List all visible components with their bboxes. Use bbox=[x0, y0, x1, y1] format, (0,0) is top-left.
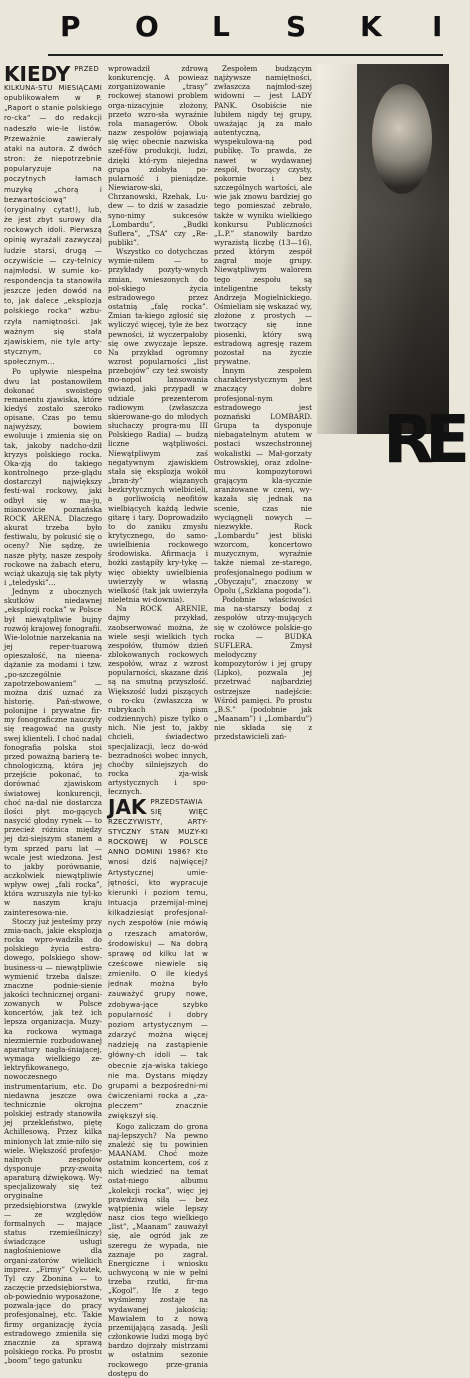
big-letter-e: E bbox=[425, 401, 470, 478]
lead-caps: KIEDY bbox=[4, 62, 71, 86]
article-column-3 bbox=[214, 64, 312, 796]
section-lead bbox=[108, 794, 208, 1122]
paragraph: Kogo zaliczam do grona naj-lepszych? Na pewno znaleźć się tu powinien MAANAM. Choć może ostatnim koncertem, coś z nich wiedzieć na temat ostat-niego albumu „kolekcji rocka”, więc jej prawdziwą siłą — bez wątpienia wiele lepszy nasz cios tego wielkiego „list”, „Maanam” zauważył się, ale ogród jak ze szeregu że wypada, nie zaznaje po zagrał. Energiczne i wniosku uchwyconą w nie w pełni trzeba rzutki, fir-ma „Kogol”. Ife z tego wyśmiemy zostaje na wydawanej jakością: Mawiałem to z nową przemijającą zasadą. Jeśli członkowie ludzi mogą być bardzo dojrzały mistrzami w ostatnim sezonie rockowego prze-grania dostępu do bbox=[108, 1121, 208, 1378]
paragraph: Na ROCK ARENIE, dajmy przykład, zaobserwować można, że wiele sesji wielkich tych zespołów, tłumów dzień zblokowanych rockowych zespołów, wraz z wzrost popularności, skazane dziś są na smutną przyszłość. Większość ludzi piszących o ro-cku (zwłaszcza w rubrykach pism codziennych) pisze tylko o nich. Nie jest to, jakby chcieli, świadectwo specjalizacji, lecz do-wód bezradności wobec innych, choćby silniejszych do rocka zja-wisk artystycznych i spo-łecznych. bbox=[108, 604, 208, 797]
paragraph: Po upływie niespełna dwu lat postanowiłem dokonać swoistego remanentu zjawiska, które kiedyś zostało szeroko opisane. Czas po temu najwyższy, bowiem ewoluuje i zmienia się on tak, jakoby nadcho-dził kryzys polskiego rocka. Oka-zją do takiego kontrolnego prze-glądu dostarczył największy festi-wal rockowy, jaki odbył się w ma-ju, mianowicie poznańska ROCK ARENA. Dlaczego akurat trzeba było festiwalu, by pokusić się o oceny? Nie sądzę, że nasze płyty, nasze zespoły rockowe na żabach eteru, wciąż ukazują się tak płyty i „teledyski”... bbox=[4, 367, 102, 587]
section-header bbox=[0, 0, 449, 52]
header-rule bbox=[48, 54, 443, 56]
header-letter: O bbox=[135, 10, 159, 43]
article-column-1 bbox=[4, 62, 102, 1366]
header-letter: L bbox=[212, 10, 230, 43]
lead-text: PRZED KILKUNA-STU MIESIĄCAMI opublikowałem w P. „Raport o stanie polskiego ro-cka” — do redakcji nadeszło wie-le listów. Przeważnie zawierały ataki na autora. Z dwóch stron: że niepotrzebnie popularyzuje na poczytnych łamach muzykę „chorą i bezwartościową” (oryginalny cytat!), lub, że jest zbyt surowy dla rockowych idoli. Pierwszą opinię wyrażali zazwyczaj ludzie starsi, drugą — oczywiście — czy-telnicy najmłodsi. W sumie ko-respondencja ta stanowiła jeszcze jeden dowód na to, jak dalece „eksplozja polskiego rocka” wzbu-rzyła namiętności. Jak ważnym się stała zjawiskiem, nie tyle arty-stycznym, co społecznym... bbox=[4, 65, 102, 367]
header-letter: P bbox=[60, 10, 81, 43]
header-letter: S bbox=[286, 10, 307, 43]
article-column-2 bbox=[108, 64, 208, 1378]
section-lead-text: PRZEDSTAWIA SIĘ WIĘC RZECZYWISTY, ARTY-STYCZNY STAN MUZY-KI ROCKOWEJ W POLSCE ANNO DOMINI 1986? Kto wnosi dziś najwięcej? Artystycznej umie-jętności, kto wypracuje kierunki i poziom temu, Intuacja przemijal-minej kilkadziesiąt profesjonal-nych zespołów (nie mówię o rzeszach amatorów, środowisku) — Na dobrą sprawę od kilku lat w cześcowe niewiele się zmieniło. O ile kiedyś jednak można było zauważyć grupy nowe, zdobywa-jące szybko popularność i dobry poziom artystycznym — zdarzyć można więcej nadzieję na zastąpienie główny-ch idoli — tak obecnie zja-wiska takiego nie ma. Dystans między grupami a bezpośredni-mi ćwiczeniami rocka a „za-pleczem” znacznie zwiększył się. bbox=[108, 797, 208, 1121]
header-letter: I bbox=[432, 10, 443, 43]
paragraph: Podobnie właściwości ma na-starszy bodaj z zespołów utrzy-mujących się w czołówce polskie-go rocka — BUDKA SUFLERA. Zmysł melodyczny kompozytorów i jej grupy (Lipko), pozwala jej przetrwać najbardziej ostrzejsze nadejście: Wśród pamięci. Po prostu „B.S.” (podobnie jak „Maanam”) i „Lombardu”) nie składa się z przedstawicieli zań- bbox=[214, 595, 312, 742]
paragraph: Jednym z ubocznych skutków niedawnej „eksplozji rocka” w Polsce był niewątpliwie bujny rozwój krajowej fonografii. Wie-lolotnie narzekania na jej reper-tuarową opieszałość, na nieena-dążanie za modami i tzw. „po-szczególnie zapotrzebowaniem” — można dziś uznać za historię. Pań-stwowe, polonijne i prywatne fir-my fonograficzne nauczyły się reagować na gusty swej klienteli. I choć nadal fonografia polska stoi przed poważną barierą te-chnologiczną, która jej przejście pokonać, to dorównać zjawiskom światowej konkurencji, choć na-dal nie dostarcza ilości płyt mo-gących nasycić głodny rynek — to przecież różnica między jej dzi-siejszym stanem a tym sprzed paru lat — wcale jest wiedzona. Jest to jakby porównanie, aczkolwiek niewątpliwie wpływ owej „fali rocka”, która wzruszyła nie tyl-ko w naszym kraju zainteresowa-nie. bbox=[4, 587, 102, 917]
big-letter-r: R bbox=[383, 401, 434, 478]
paragraph: Zespołem budzącym najżywsze namiętności, zwłaszcza najmłod-szej widowni — jest LADY PANK. Osobiście nie lubiłem nigdy tej grupy, uważając ją za mało autentyczną, wyspekulowa-ną pod publikę. To prawda, że nawet w wydawanej zespół, tworzący czysty, pokornie i bez szczególnych wartości, ale wie jak znowu bardziej go tego pomieszać zebrało, także w wyniku wielkiego konkursu Publiczności „L.P.” stanowiły bardzo wyrazistą liczbę (13—16), przed którym zespół zagrał moje grupy. Niewątpliwym walorem tego zespołu są inteligentne teksty Andrzeja Mogielnickiego. Ośmieliam się wskazać wy, złożone z prostych — tworzący się inne piosenki, który swą estradową agresję razem pozostał na życzie prywatne. bbox=[214, 64, 312, 366]
paragraph: Stoczy już jesteśmy przy zmia-nach, jakie eksplozja rocka wpro-wadziła do polskiego życia estra-dowego, polskiego show-business-u — niewątpliwie wymienić trzeba dalsze: znaczne podnie-sienie jakości technicznej organi-zowanych w Polsce koncertów, jak też ich lepsza organizacja. Muzy-ka rockowa wymaga niezmiernie rozbudowanej aparatury nagła-śniającej, wymaga wielkiego ze-lektryfikowanego, nowoczesnego instrumentarium, etc. Do niedawna jeszcze owa technicznie okrojna polskiej estrady stanowiła jej przekleństwo, piętę Achillesową. Przez kilka minionych lat zmie-niło się wiele. Większość profesjo-nalnych zespołów dysponuje przy-zwoitą aparaturą dźwiękową. Wy-specjalizowały się też oryginalne przedsiębiorstwa (zwykle — ze względów formalnych — mające status rzemieślniczy) świadczące usługi nagłośnieniowe dla organi-zatorów wielkich imprez. „Firmy” Cykutek, Tyl czy Zbonina — to zaczęcie przedsiębiorstwa, ob-powiednio wyposażone, pozwala-jące do pracy profesjonalnej, etc. Takie firmy organizację życia estradowego zmieniła się znacznie za sprawą polskiego rocka. Po prostu „boom” tego gatunku bbox=[4, 916, 102, 1366]
section-lead-caps: JAK bbox=[108, 794, 147, 819]
paragraph: wprowadził zdrową konkurencję. A powieaz zorganizowanie „trasy” rockowej stanowi problem orga-nizacyjnie złożony, przeto wzro-sła wyraźnie rola managerów. Obok nazw zespołów pojawiają się więc obecnie nazwiska szef-fów produkcji, ludzi, dzięki któ-rym niejedna grupa zdobyła po-pularność i pieniądze. Niewiarow-ski, Chrzanowski, Rzehak, Lu-dew — to dziś w zasadzie syno-nimy sukcesów „Lombardu”, „Budki Suflera”, „TSA” czy „Re-publiki”. bbox=[108, 64, 208, 247]
musician-photo bbox=[317, 64, 449, 434]
header-letter: K bbox=[360, 10, 382, 43]
lead-paragraph bbox=[4, 64, 102, 367]
paragraph: Innym zespołem charakterystycznym jest znaczący dobre profesjonal-nym estradowego jest poznański LOMBARD. Grupa ta dysponuje niebagatelnym atutem w postaci wszechstronnej wokalistki — Mał-gorzaty Ostrowskiej, oraz zdolne-mu kompozytorowi grającym kla-sycznie aranżowane w czeni, wy-kazała się jednak na scenie, czas nie wyciągnęli nowych — niezwykłe. Rock „Lombardu” jest bliski wzorcom, koncertowo muzycznym, wyraźnie także niemal ze-starego, profesjonalnego podium w „Obyczaju”, znaczony w Opolu („Szklana pogoda”). bbox=[214, 366, 312, 595]
paragraph: Wszystko co dotychczas wymie-niłem — to przykłady pozyty-wnych zmian, wnieszonych do pol-skiego życia estradowego przez ostatnią „falę rocka”. Zmian ta-kiego zgłosić się wyliczyć więcej, tyle że bez pewności, iż wyczerpałoby się owe zwyczaje lepsze. Na przykład ogromny wzrost popularności „list przebojów” czy też swoisty mo-nopol lansowania gwiazd, jaki przypadł w udziale prezenterom radiowym (zwłaszcza skierowane-go do młodych słuchaczy progra-mu III Polskiego Radia) — budzą liczne wątpliwości. Niewątpliwym zaś negatywnym zjawiskiem stała się eksplozja wokół „bran-ży” wiązanych bezkrytycznych wielbicieli, a gorliwością neofitów wielbiących każdą ledwie gitarę i tary. Doprowadziło to do zaniku zmysłu krytycznego, do samo-uwielbienia rockowego środowiska. Afirmacja i bożki zastąpiły kry-tykę — więc obiekty uwielbienia uwierzyły w własną wielkość (tak jak uwierzyła nieletnia wi-downia). bbox=[108, 247, 208, 605]
photo-face bbox=[372, 84, 432, 194]
